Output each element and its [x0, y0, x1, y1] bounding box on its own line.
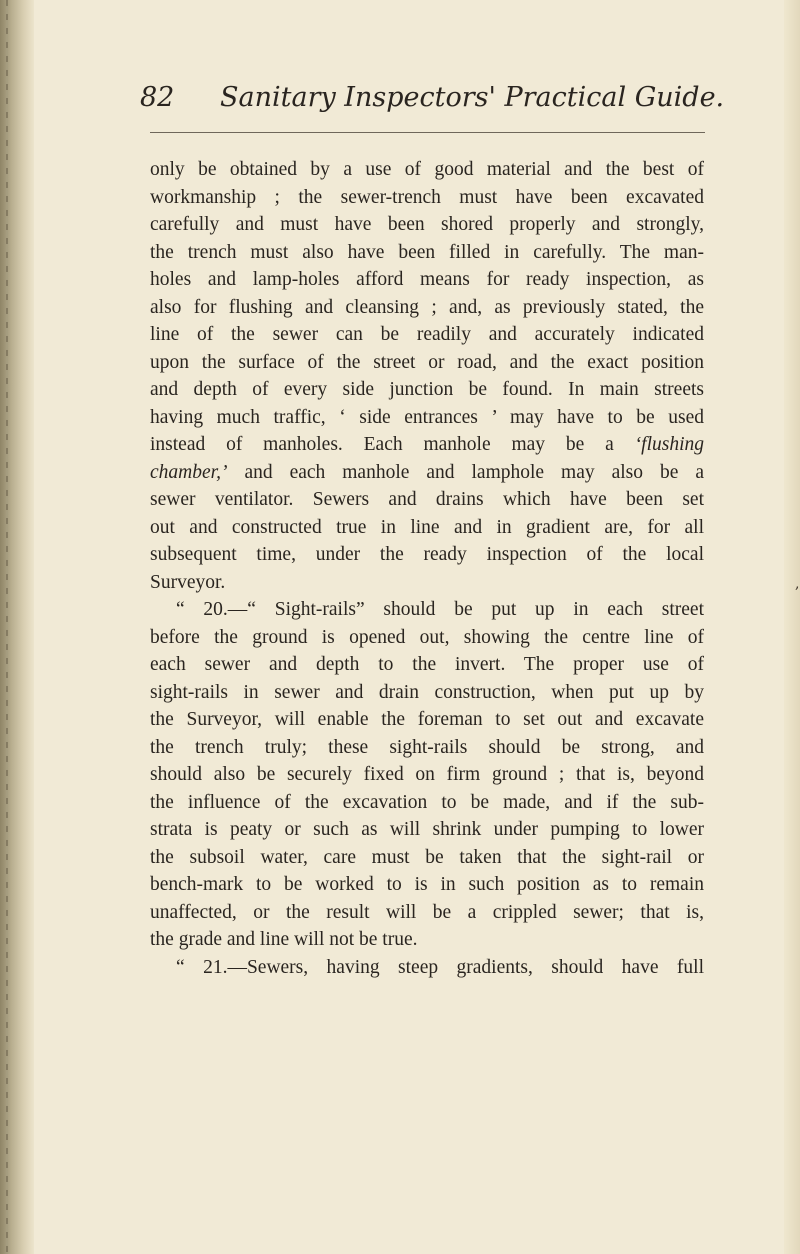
text-line	[150, 431, 704, 459]
text-line: out and constructed true in line and in gradient are, for all	[150, 516, 704, 538]
italic-term: ‘flushing	[634, 434, 704, 455]
page-right-edge	[784, 0, 800, 1254]
italic-term: chamber,’	[150, 461, 228, 483]
running-title: Sanitary Inspectors' Practical Guide.	[220, 82, 725, 113]
text-line: the Surveyor, will enable the foreman to set out and excavate	[150, 709, 704, 730]
text-line: holes and lamp-holes afford means for ready inspection, as	[150, 269, 704, 290]
body-text	[150, 156, 704, 981]
text-line: sewer ventilator. Sewers and drains which have been set	[150, 489, 704, 510]
text-line: the subsoil water, care must be taken that the sight-rail or	[150, 846, 704, 868]
text-line: upon the surface of the street or road, and the exact position	[150, 351, 704, 373]
text-line: Surveyor.	[150, 571, 226, 593]
margin-mark: ,	[795, 576, 800, 592]
header-rule	[150, 132, 705, 133]
text-segment: and each manhole and lamphole may also be a	[244, 461, 704, 483]
text-line	[150, 459, 704, 487]
text-line: workmanship ; the sewer-trench must have been excavated	[150, 186, 704, 208]
text-line: “ 20.—“ Sight-rails” should be put up in each street	[176, 599, 704, 620]
text-line: bench-mark to be worked to is in such position as to remain	[150, 874, 704, 895]
text-line: carefully and must have been shored properly and strongly,	[150, 214, 704, 235]
text-line: should also be securely fixed on firm ground ; that is, beyond	[150, 764, 704, 785]
text-line: the influence of the excavation to be made, and if the sub-	[150, 791, 704, 813]
text-line: before the ground is opened out, showing the centre line of	[150, 626, 704, 648]
text-line: “ 21.—Sewers, having steep gradients, should have full	[176, 956, 704, 978]
text-line: only be obtained by a use of good material and the best of	[150, 159, 704, 180]
text-segment: instead of manholes. Each manhole may be a	[150, 434, 614, 455]
page-header	[140, 78, 725, 124]
page-number: 82	[140, 82, 175, 113]
text-line: subsequent time, under the ready inspection of the local	[150, 544, 704, 565]
text-line: sight-rails in sewer and drain construction, when put up by	[150, 681, 704, 703]
text-line: the grade and line will not be true.	[150, 929, 418, 950]
text-line: the trench must also have been filled in carefully. The man-	[150, 241, 704, 263]
text-line: unaffected, or the result will be a crippled sewer; that is,	[150, 901, 704, 923]
text-line: line of the sewer can be readily and accurately indicated	[150, 324, 704, 345]
text-line: and depth of every side junction be found. In main streets	[150, 379, 704, 400]
text-line: each sewer and depth to the invert. The proper use of	[150, 654, 704, 675]
text-line: strata is peaty or such as will shrink under pumping to lower	[150, 819, 704, 840]
book-binding-edge	[0, 0, 34, 1254]
text-line: having much traffic, ‘ side entrances ’ may have to be used	[150, 406, 704, 428]
text-line: the trench truly; these sight-rails should be strong, and	[150, 736, 704, 758]
text-line: also for flushing and cleansing ; and, as previously stated, the	[150, 296, 704, 318]
